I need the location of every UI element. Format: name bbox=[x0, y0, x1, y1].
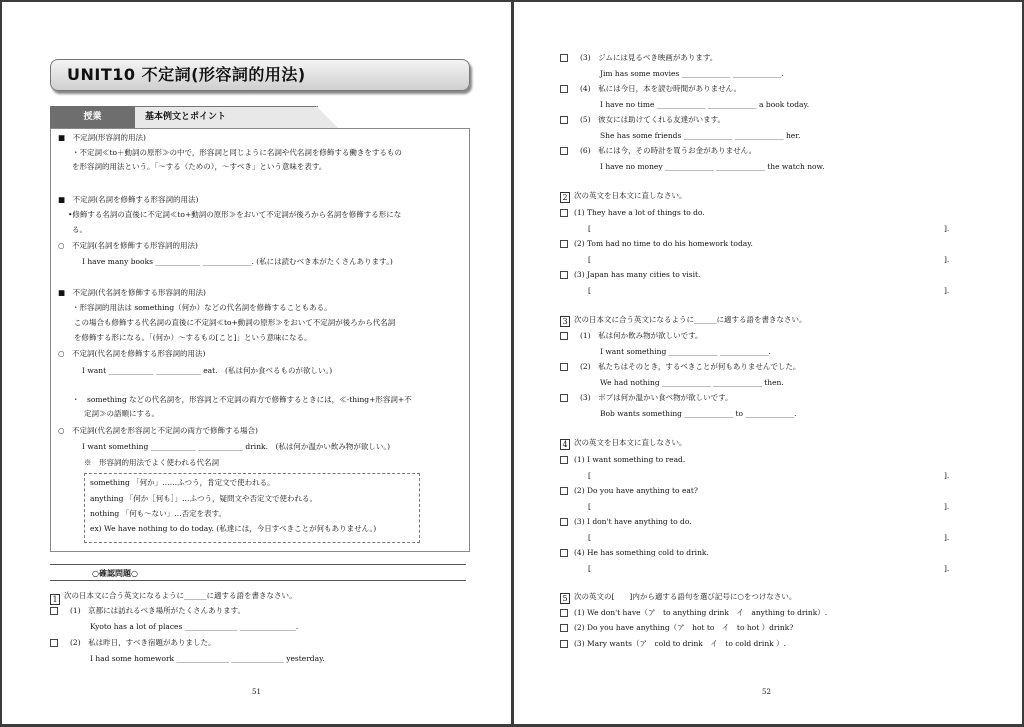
left-text-line: I had some homework ______________ ______________ yesterday. bbox=[90, 654, 325, 663]
answer-bracket-close: ]. bbox=[944, 564, 950, 573]
right-text-line: We had nothing _____________ _____________ then. bbox=[600, 378, 784, 387]
answer-checkbox[interactable] bbox=[560, 54, 568, 62]
left-text-line: ・ something などの代名詞を，形容詞と不定詞の両方で修飾するときには，≪-thing+形容詞+不 bbox=[72, 395, 412, 404]
right-text-line: (5) 彼女には助けてくれる友達がいます。 bbox=[580, 115, 726, 124]
answer-checkbox[interactable] bbox=[50, 639, 58, 647]
page-number: 51 bbox=[252, 688, 261, 696]
divider bbox=[50, 580, 466, 581]
left-text-line: I want something ____________ ____________ drink. (私は何か温かい飲み物が欲しい。) bbox=[82, 442, 391, 451]
answer-checkbox[interactable] bbox=[560, 518, 568, 526]
left-text-line: ○ 不定詞(名詞を修飾する形容詞的用法) bbox=[58, 241, 198, 250]
left-text-line: ※ 形容詞的用法でよく使われる代名詞 bbox=[84, 458, 219, 467]
answer-checkbox[interactable] bbox=[560, 640, 568, 648]
right-text-line: (2) Do you have anything to eat? bbox=[574, 486, 698, 495]
answer-bracket-open: [ bbox=[588, 502, 591, 511]
left-text-line: Kyoto has a lot of places ______________ _______________. bbox=[90, 622, 299, 631]
left-text-line: を形容詞的用法という。「～する（ための），～すべき」という意味を表す。 bbox=[72, 162, 327, 171]
right-text-line: (1) I want something to read. bbox=[574, 455, 686, 464]
left-text-line: (1) 京都には訪れるべき場所がたくさんあります。 bbox=[70, 606, 246, 615]
left-text-line: この場合も修飾する代名詞の直後に不定詞≪to+動詞の原形≫をおいて不定詞が後ろから代名詞 bbox=[74, 318, 396, 327]
right-text-line: I want something _____________ _____________. bbox=[600, 347, 771, 356]
answer-bracket-open: [ bbox=[588, 255, 591, 264]
left-text-line: ■ 不定詞(形容詞的用法) bbox=[58, 133, 146, 142]
answer-bracket-open: [ bbox=[588, 564, 591, 573]
right-text-line: (3) ボブは何か温かい食べ物が欲しいです。 bbox=[580, 393, 733, 402]
left-text-line: ○ 不定詞(代名詞を修飾する形容詞的用法) bbox=[58, 349, 206, 358]
answer-checkbox[interactable] bbox=[50, 607, 58, 615]
section-number-2: 2 bbox=[560, 191, 573, 203]
left-text-line: ex) We have nothing to do today. (私達には，今日すべきことが何もありません。) bbox=[90, 524, 377, 533]
right-text-line: She has some friends _____________ _____________ her. bbox=[600, 131, 801, 140]
right-text-line: 次の英文を日本文に直しなさい。 bbox=[574, 191, 687, 200]
right-text-line: I have no money _____________ _____________ the watch now. bbox=[600, 162, 825, 171]
page-51 bbox=[2, 2, 511, 724]
left-text-line: ○ 不定詞(代名詞を形容詞と不定詞の両方で修飾する場合) bbox=[58, 426, 258, 435]
lesson-tab-label: 授業 bbox=[50, 106, 135, 128]
left-text-line: I want ____________ ____________ eat. (私は何か食べるものが欲しい。) bbox=[82, 366, 333, 375]
left-text-line: nothing 「何も～ない」…否定を表す。 bbox=[90, 509, 227, 518]
right-text-line: (2) Tom had no time to do his homework today. bbox=[574, 239, 753, 248]
right-text-line: (3) Japan has many cities to visit. bbox=[574, 270, 701, 279]
answer-bracket-open: [ bbox=[588, 224, 591, 233]
lesson-tab-title: 基本例文とポイント bbox=[135, 106, 318, 128]
left-text-line: 定詞≫の語順にする。 bbox=[84, 409, 159, 418]
answer-checkbox[interactable] bbox=[560, 363, 568, 371]
left-text-line: ■ 不定詞(名詞を修飾する形容詞的用法) bbox=[58, 195, 199, 204]
right-text-line: (2) Do you have anything（ア hot to イ to hot ）drink? bbox=[574, 623, 794, 632]
answer-bracket-close: ]. bbox=[944, 224, 950, 233]
left-text-line: (2) 私は昨日，すべき宿題がありました。 bbox=[70, 638, 216, 647]
answer-checkbox[interactable] bbox=[560, 332, 568, 340]
left-text-line: ■ 不定詞(代名詞を修飾する形容詞的用法) bbox=[58, 288, 206, 297]
answer-bracket-close: ]. bbox=[944, 286, 950, 295]
answer-bracket-open: [ bbox=[588, 471, 591, 480]
answer-bracket-close: ]. bbox=[944, 502, 950, 511]
right-text-line: (6) 私には今，その時計を買うお金がありません。 bbox=[580, 146, 757, 155]
section-number-3: 3 bbox=[560, 315, 573, 327]
right-text-line: (3) I don't have anything to do. bbox=[574, 517, 692, 526]
answer-checkbox[interactable] bbox=[560, 456, 568, 464]
answer-checkbox[interactable] bbox=[560, 549, 568, 557]
lesson-tab bbox=[50, 106, 342, 128]
answer-checkbox[interactable] bbox=[560, 209, 568, 217]
right-text-line: I have no time _____________ _____________ a book today. bbox=[600, 100, 810, 109]
left-text-line: を修飾する形になる。｢(何か）～するもの[こと]」という意味になる。 bbox=[74, 333, 312, 342]
right-text-line: (2) 私たちはそのとき，するべきことが何もありませんでした。 bbox=[580, 362, 801, 371]
right-text-line: Bob wants something _____________ to _____________. bbox=[600, 409, 797, 418]
answer-checkbox[interactable] bbox=[560, 609, 568, 617]
right-text-line: (1) We don't have（ア to anything drink イ anything to drink）. bbox=[574, 608, 828, 617]
answer-checkbox[interactable] bbox=[560, 624, 568, 632]
unit-title: UNIT10 不定詞(形容詞的用法) bbox=[50, 59, 470, 91]
answer-checkbox[interactable] bbox=[560, 116, 568, 124]
section-number-4: 4 bbox=[560, 438, 573, 450]
left-text-line: I have many books ____________ _____________. (私には読むべき本がたくさんあります。) bbox=[82, 257, 393, 266]
right-text-line: 次の日本文に合う英文になるように______に適する語を書きなさい。 bbox=[574, 315, 807, 324]
right-text-line: (1) 私は何か飲み物が欲しいです。 bbox=[580, 331, 703, 340]
answer-checkbox[interactable] bbox=[560, 394, 568, 402]
answer-bracket-open: [ bbox=[588, 533, 591, 542]
section-number-5: 5 bbox=[560, 592, 573, 604]
right-text-line: 次の英文の[ ]内から適する語句を選び記号に○をつけなさい。 bbox=[574, 592, 797, 601]
page-52 bbox=[514, 2, 1022, 724]
answer-bracket-close: ]. bbox=[944, 533, 950, 542]
right-text-line: (4) He has something cold to drink. bbox=[574, 548, 709, 557]
left-text-line: anything 「何か［何も］」…ふつう，疑問文や否定文で使われる。 bbox=[90, 494, 318, 503]
right-text-line: (3) ジムには見るべき映画があります。 bbox=[580, 53, 718, 62]
check-heading: ○確認問題○ bbox=[92, 569, 138, 578]
section-number-1: 1 bbox=[50, 593, 63, 605]
tab-slant bbox=[316, 106, 338, 128]
answer-checkbox[interactable] bbox=[560, 240, 568, 248]
left-text-line: る。 bbox=[72, 225, 87, 234]
right-text-line: Jim has some movies _____________ _____________. bbox=[600, 69, 784, 78]
answer-bracket-close: ]. bbox=[944, 471, 950, 480]
answer-checkbox[interactable] bbox=[560, 85, 568, 93]
answer-checkbox[interactable] bbox=[560, 487, 568, 495]
divider bbox=[50, 564, 466, 565]
right-text-line: (3) Mary wants（ア cold to drink イ to cold drink ）. bbox=[574, 639, 786, 648]
answer-bracket-open: [ bbox=[588, 286, 591, 295]
right-text-line: (4) 私には今日，本を読む時間がありません。 bbox=[580, 84, 742, 93]
right-text-line: 次の英文を日本文に直しなさい。 bbox=[574, 438, 687, 447]
left-text-line: •修飾する名詞の直後に不定詞≪to+動詞の原形≫をおいて不定詞が後ろから名詞を修飾する形にな bbox=[68, 210, 402, 219]
answer-checkbox[interactable] bbox=[560, 271, 568, 279]
left-text-line: 次の日本文に合う英文になるように______に適する語を書きなさい。 bbox=[64, 591, 297, 600]
answer-checkbox[interactable] bbox=[560, 147, 568, 155]
page-number: 52 bbox=[762, 688, 771, 696]
answer-bracket-close: ]. bbox=[944, 255, 950, 264]
left-text-line: ・不定詞≪to＋動詞の原形≫の中で，形容詞と同じように名詞や代名詞を修飾する働きをするもの bbox=[72, 148, 402, 157]
left-text-line: ・形容詞的用法は something（何か）などの代名詞を修飾することもある。 bbox=[72, 303, 332, 312]
right-text-line: (1) They have a lot of things to do. bbox=[574, 208, 705, 217]
left-text-line: something 「何か」……ふつう，肯定文で使われる。 bbox=[90, 478, 275, 487]
